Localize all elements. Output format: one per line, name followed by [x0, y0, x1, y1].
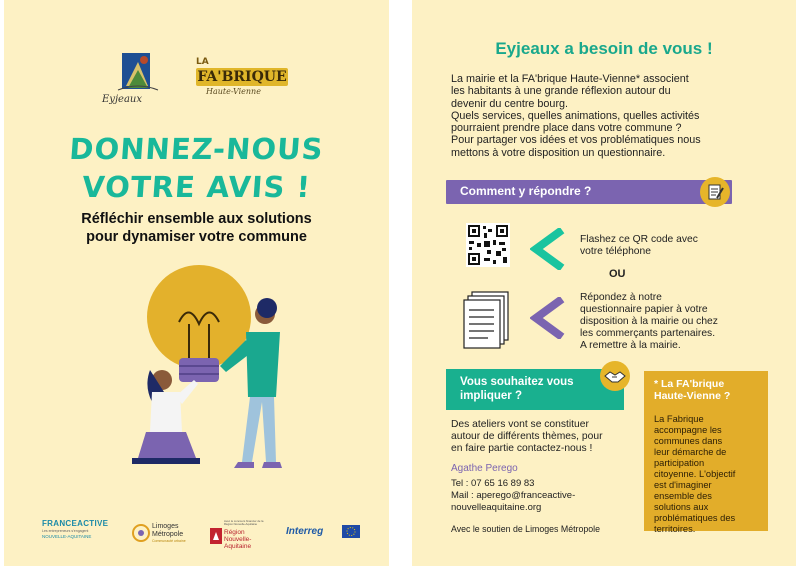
handshake-icon — [600, 361, 630, 391]
region-line-1: Région — [224, 529, 245, 536]
fabrique-info-box — [644, 371, 768, 534]
involve-line: Des ateliers vont se constituer — [451, 419, 589, 430]
fabrique-logo-la: LA — [196, 57, 209, 67]
subtitle-line-1: Réfléchir ensemble aux solutions — [81, 211, 312, 227]
fabrique-body-line: est d'imaginer — [654, 480, 712, 490]
fabrique-body-line: ensemble des — [654, 491, 712, 501]
contact-block — [451, 463, 575, 514]
qr-line: votre téléphone — [580, 246, 651, 257]
fabrique-body-line: leur démarche de — [654, 447, 727, 457]
fabrique-logo-sub: Haute-Vienne — [206, 87, 261, 96]
contact-email-line-1[interactable]: Mail : aperego@franceactive- — [451, 490, 576, 501]
lightbulb-people-illustration — [124, 262, 294, 472]
intro-line: devenir du centre bourg. — [451, 97, 569, 110]
intro-line: Quels services, quelles animations, quelles activités — [451, 109, 700, 122]
contact-phone[interactable]: Tel : 07 65 16 89 83 — [451, 478, 535, 489]
limoges-emblem-icon — [132, 522, 150, 544]
get-involved-line: Vous souhaitez vous — [460, 376, 574, 388]
contact-email-line-2[interactable]: nouvelleaquitaine.org — [451, 502, 542, 513]
france-active-region: NOUVELLE-AQUITAINE — [42, 534, 92, 539]
fabrique-body-line: territoires. — [654, 524, 696, 534]
fabrique-body-line: accompagne les — [654, 425, 722, 435]
limoges-line-1: Limoges — [152, 523, 179, 530]
paper-line: les commerçants partenaires. — [580, 328, 716, 339]
fabrique-title-line: * La FA'brique — [654, 378, 725, 390]
involve-line: autour de différents thèmes, pour — [451, 431, 603, 442]
documents-icon — [460, 290, 514, 350]
france-active-logo — [42, 519, 108, 539]
intro-line: pourraient prendre place dans votre commune ? — [451, 122, 682, 135]
get-involved-text — [451, 419, 631, 455]
intro-line: Pour partager vos idées et vos problématiques nous — [451, 134, 701, 147]
qr-code-icon[interactable] — [466, 223, 510, 267]
intro-line: mettons à votre disposition un questionnaire. — [451, 146, 666, 159]
left-page — [4, 0, 389, 566]
region-lion-icon — [210, 528, 222, 544]
fabrique-body-line: problématiques des — [654, 513, 736, 523]
paper-line: questionnaire papier à votre — [580, 304, 708, 315]
nouvelle-aquitaine-logo — [210, 519, 270, 550]
fabrique-body-line: solutions aux — [654, 502, 709, 512]
paper-line: disposition à la mairie ou chez — [580, 316, 718, 327]
fabrique-body-line: La Fabrique — [654, 414, 704, 424]
subtitle-line-2: pour dynamiser votre commune — [86, 229, 307, 245]
right-title: Eyjeaux a besoin de vous ! — [495, 39, 713, 58]
intro-line: les habitants à une grande réflexion autour du — [451, 85, 671, 98]
how-to-answer-label: Comment y répondre ? — [460, 184, 592, 198]
get-involved-line: impliquer ? — [460, 390, 522, 402]
limoges-line-2: Métropole — [152, 531, 184, 538]
fabrique-info-body — [654, 414, 758, 535]
get-involved-banner — [446, 369, 624, 410]
right-page — [412, 0, 796, 566]
paper-instructions — [580, 292, 780, 352]
how-to-answer-banner — [446, 180, 732, 204]
qr-line: Flashez ce QR code avec — [580, 234, 698, 245]
support-note: Avec le soutien de Limoges Métropole — [451, 524, 600, 534]
intro-paragraph — [451, 73, 761, 159]
limoges-metropole-text — [152, 523, 183, 539]
paper-line: Répondez à notre — [580, 292, 662, 303]
france-active-name: FRANCEACTIVE — [42, 519, 109, 528]
fabrique-info-title — [654, 378, 758, 402]
paper-line: A remettre à la mairie. — [580, 340, 681, 351]
region-funding-note: Avec le concours financier de la Région Nouvelle-Aquitaine — [224, 519, 264, 526]
pencil-paper-icon — [700, 177, 730, 207]
fabrique-body-line: communes dans — [654, 436, 723, 446]
fabrique-logo — [196, 57, 296, 101]
get-involved-label — [460, 375, 580, 403]
region-name — [224, 529, 251, 550]
contact-name: Agathe Perego — [451, 463, 518, 474]
chevron-left-icon — [530, 297, 566, 339]
intro-line: La mairie et la FA'brique Haute-Vienne* associent — [451, 73, 689, 85]
fabrique-body-line: citoyenne. L'objectif — [654, 469, 736, 479]
region-line-2: Nouvelle- — [224, 536, 252, 543]
region-line-3: Aquitaine — [224, 543, 252, 550]
eyjeaux-logo-text: Eyjeaux — [102, 94, 143, 105]
headline-line-2: VOTRE AVIS ! — [81, 170, 312, 204]
or-separator: OU — [609, 268, 626, 280]
eu-flag-icon — [342, 525, 360, 538]
france-active-tagline: Les entrepreneurs s'engagent — [42, 529, 89, 533]
fabrique-logo-main: FA'BRIQUE — [197, 69, 287, 85]
headline-line-1: DONNEZ-NOUS — [68, 132, 325, 166]
involve-line: en faire partie contactez-nous ! — [451, 443, 593, 454]
limoges-metropole-logo — [132, 522, 192, 544]
interreg-logo: Interreg — [286, 526, 324, 537]
fabrique-title-line: Haute-Vienne ? — [654, 390, 731, 402]
limoges-tagline: Communauté urbaine — [152, 539, 186, 543]
fabrique-body-line: participation — [654, 458, 705, 468]
chevron-left-icon — [530, 228, 566, 270]
qr-instructions — [580, 234, 770, 258]
